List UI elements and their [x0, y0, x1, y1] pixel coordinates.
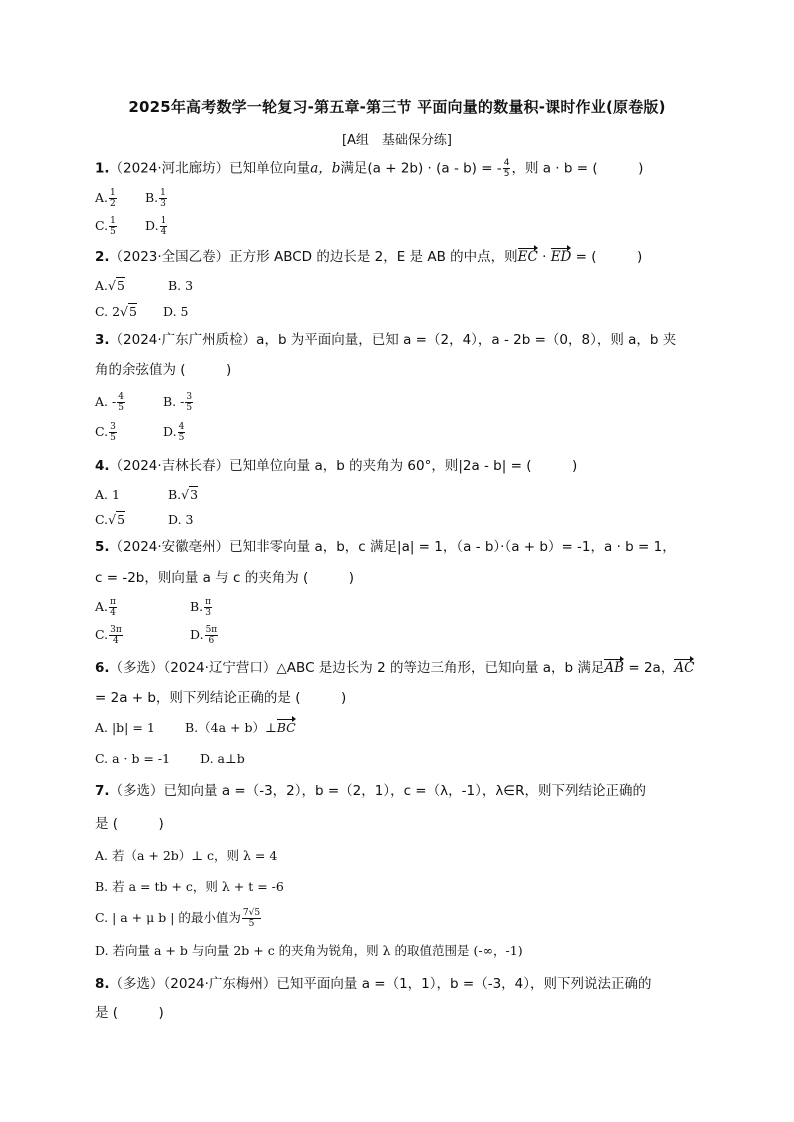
q2-option-c: C. 2√5 — [95, 304, 137, 319]
q1-option-c: C. $\frac{1}{5}$ — [95, 216, 116, 237]
question-5-line-2: c = -2b，则向量 a 与 c 的夹角为 ( ) — [95, 570, 355, 586]
question-7-line-2: 是 ( ) — [95, 816, 164, 832]
question-8-line-2: 是 ( ) — [95, 1005, 164, 1021]
q7-option-d: D. 若向量 a + b 与向量 2b + c 的夹角为锐角，则 λ 的取值范围是 (-∞，-1) — [95, 943, 523, 958]
q6-option-c: C. a · b = -1 — [95, 751, 171, 766]
q5-option-d: D. $\frac{5\pi}{6}$ — [190, 625, 218, 646]
q7-option-c: C. | a + μ b | 的最小值为 $\frac{7√5}{5}$ — [95, 908, 261, 929]
q3-option-a: A. - $\frac{4}{5}$ — [95, 392, 124, 413]
q6-option-a: A. |b| = 1 — [95, 720, 155, 735]
q7-option-b: B. 若 a = tb + c，则 λ + t = -6 — [95, 879, 284, 894]
q5-option-c: C. $\frac{3\pi}{4}$ — [95, 625, 122, 646]
question-4: 4.（2024·吉林长春）已知单位向量 a，b 的夹角为 60°，则|2a - b| = ( ) — [95, 458, 578, 474]
document-title: 2025年高考数学一轮复习-第五章-第三节 平面向量的数量积-课时作业(原卷版) — [128, 98, 666, 116]
question-2: 2.（2023·全国乙卷）正方形 ABCD 的边长是 2，E 是 AB 的中点，则EC · ED = ( ) — [95, 249, 643, 265]
question-3-line-1: 3.（2024·广东广州质检）a，b 为平面向量，已知 a =（2，4），a - 2b =（0，8），则 a，b 夹 — [95, 332, 677, 348]
q4-option-b: B.√3 — [168, 487, 199, 502]
question-7-line-1: 7.（多选）已知向量 a =（-3，2），b =（2，1），c =（λ，-1），λ∈R，则下列结论正确的 — [95, 783, 646, 799]
question-8-line-1: 8.（多选）（2024·广东梅州）已知平面向量 a =（1，1），b =（-3，4），则下列说法正确的 — [95, 976, 652, 992]
q1-option-b: B. $\frac{1}{3}$ — [145, 188, 166, 209]
q2-option-b: B. 3 — [168, 278, 194, 293]
q3-option-c: C. $\frac{3}{5}$ — [95, 422, 116, 443]
question-3-line-2: 角的余弦值为 ( ) — [95, 362, 232, 378]
question-5-line-1: 5.（2024·安徽亳州）已知非零向量 a，b，c 满足|a| = 1，（a - b）·（a + b）= -1，a · b = 1， — [95, 539, 676, 555]
q6-option-b: B.（4a + b）⊥BC — [185, 718, 296, 738]
q4-option-d: D. 3 — [168, 512, 194, 527]
vector-ac: AC — [674, 660, 695, 676]
question-1: 1.（2024·河北廊坊）已知单位向量a，b满足(a + 2b) · (a - b) = - $\frac{4}{5}$ ，则 a · b = ( ) — [95, 158, 644, 179]
vector-ed: ED — [550, 249, 572, 265]
q1-option-d: D. $\frac{1}{4}$ — [145, 216, 167, 237]
q7-option-a: A. 若（a + 2b）⊥ c，则 λ = 4 — [95, 848, 278, 863]
question-6-line-2: = 2a + b，则下列结论正确的是 ( ) — [95, 690, 347, 706]
fraction: $\frac{4}{5}$ — [503, 158, 510, 179]
q2-option-a: A.√5 — [95, 278, 125, 293]
q1-option-a: A. $\frac{1}{2}$ — [95, 188, 116, 209]
q5-option-b: B. $\frac{\pi}{3}$ — [190, 597, 212, 618]
section-heading: [A组 基础保分练] — [341, 133, 453, 148]
q2-option-d: D. 5 — [163, 304, 189, 319]
vector-ec: EC — [517, 249, 538, 265]
q3-option-d: D. $\frac{4}{5}$ — [163, 422, 185, 443]
q4-option-c: C.√5 — [95, 512, 126, 527]
vector-ab: AB — [604, 660, 625, 676]
vector-bc: BC — [277, 718, 296, 738]
q3-option-b: B. - $\frac{3}{5}$ — [163, 392, 193, 413]
question-6-line-1: 6.（多选）（2024·辽宁营口）△ABC 是边长为 2 的等边三角形，已知向量 a，b 满足AB = 2a，AC — [95, 660, 695, 676]
q5-option-a: A. $\frac{\pi}{4}$ — [95, 597, 116, 618]
q6-option-d: D. a⊥b — [200, 751, 245, 766]
q4-option-a: A. 1 — [95, 487, 120, 502]
